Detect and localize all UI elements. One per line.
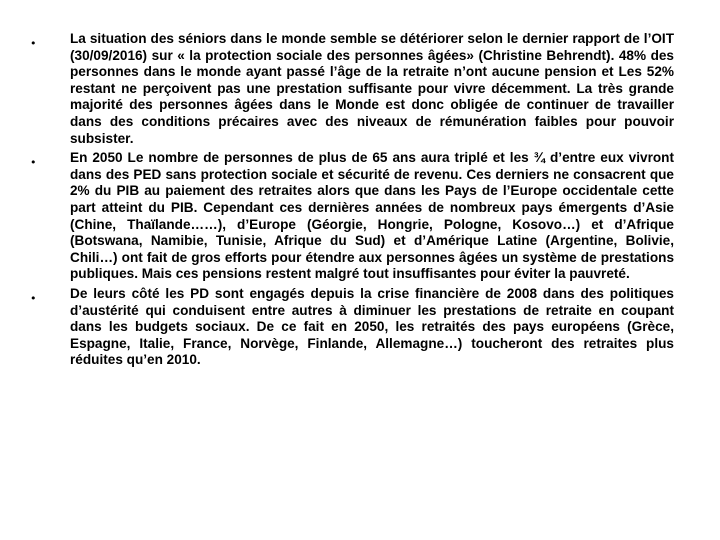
bullet-item-3 xyxy=(30,286,674,369)
paragraph-oit-report: La situation des séniors dans le monde semble se détériorer selon le dernier rapport de l’OIT (30/09/2016) sur « la protection sociale des personnes âgées» (Christine Behrendt). 48% des personnes dans le monde ayant passé l’âge de la retraite n’ont aucune pension et Les 52% restant ne perçoivent pas une prestation suffisante pour vivre décemment. La très grande majorité des personnes âgées dans le Monde est donc obligée de continuer de travailler dans des conditions précaires avec des niveaux de rémunération faibles pour pouvoir subsister. xyxy=(70,31,674,146)
bullet-icon: • xyxy=(30,291,37,305)
bullet-item-2 xyxy=(30,150,674,283)
paragraph-2050-projection: En 2050 Le nombre de personnes de plus de 65 ans aura triplé et les ¾ d’entre eux vivront dans des PED sans protection sociale et sécurité de revenu. Ces derniers ne consacrent que 2% du PIB au paiement des retraites alors que dans les Pays de l’Europe occidentale cette part atteint du PIB. Cependant ces dernières années de nombreux pays émergents d’Asie (Chine, Thaïlande……), d’Europe (Géorgie, Hongrie, Pologne, Kosovo…) et d’Afrique (Botswana, Namibie, Tunisie, Afrique du Sud) et d’Amérique Latine (Argentine, Bolivie, Chili…) ont fait de gros efforts pour étendre aux personnes âgées un système de prestations publiques. Mais ces pensions restent malgré tout insuffisantes pour éviter la pauvreté. xyxy=(70,150,674,282)
bullet-item-1 xyxy=(30,31,674,147)
bullet-icon: • xyxy=(30,37,37,50)
bullet-icon: • xyxy=(30,156,37,170)
bullet-list xyxy=(30,31,674,372)
paragraph-austerity: De leurs côté les PD sont engagés depuis la crise financière de 2008 dans des politiques d’austérité qui conduisent entre autres à diminuer les prestations de retraite en coupant dans les budgets sociaux. De ce fait en 2050, les retraités des pays européens (Grèce, Espagne, Italie, France, Norvège, Finlande, Allemagne…) toucheront des retraites plus réduites qu’en 2010. xyxy=(70,285,674,368)
